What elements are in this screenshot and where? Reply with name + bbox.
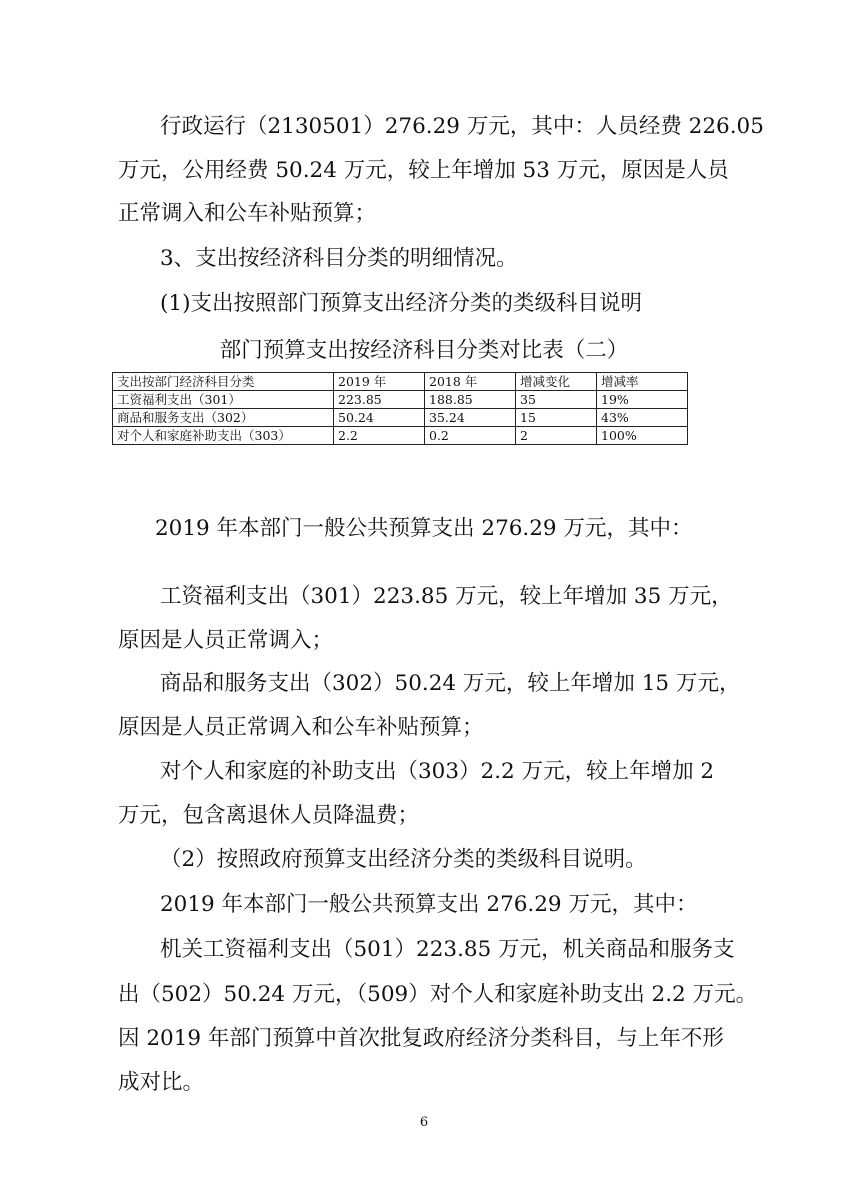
table-header-cell: 增减率 [597,373,688,391]
subsection-heading: (1)支出按照部门预算支出经济分类的类级科目说明 [160,291,642,316]
paragraph-line: 万元，公用经费 50.24 万元，较上年增加 53 万元，原因是人员 [118,158,729,183]
paragraph-line: 商品和服务支出（302）50.24 万元，较上年增加 15 万元， [160,671,741,696]
paragraph-line: 因 2019 年部门预算中首次批复政府经济分类科目，与上年不形 [118,1026,724,1051]
paragraph-line: 出（502）50.24 万元，（509）对个人和家庭补助支出 2.2 万元。 [118,982,758,1007]
table-cell: 100% [597,427,688,445]
table-row [113,409,688,427]
table-header-cell: 2019 年 [334,373,425,391]
paragraph-line: 对个人和家庭的补助支出（303）2.2 万元，较上年增加 2 [160,759,715,784]
paragraph-line: 机关工资福利支出（501）223.85 万元，机关商品和服务支 [160,937,735,962]
paragraph-line: 2019 年本部门一般公共预算支出 276.29 万元，其中： [160,892,698,917]
table-cell: 188.85 [425,391,516,409]
table-cell: 43% [597,409,688,427]
paragraph-line: 成对比。 [118,1070,205,1095]
paragraph-line: 工资福利支出（301）223.85 万元，较上年增加 35 万元， [160,584,733,609]
table-cell: 15 [516,409,597,427]
paragraph-line: 万元，包含离退休人员降温费； [118,803,420,828]
paragraph-line: 原因是人员正常调入和公车补贴预算； [118,715,484,740]
table-cell: 35 [516,391,597,409]
table-header-cell: 支出按部门经济科目分类 [113,373,334,391]
page-number: 6 [419,1115,429,1130]
section-heading: 3、支出按经济科目分类的明细情况。 [160,246,518,271]
table-row [113,391,688,409]
table-cell: 19% [597,391,688,409]
paragraph-line: 行政运行（2130501）276.29 万元，其中：人员经费 226.05 [160,114,764,139]
table-cell: 对个人和家庭补助支出（303） [113,427,334,445]
comparison-table [112,372,688,445]
table-cell: 2.2 [334,427,425,445]
table-cell: 223.85 [334,391,425,409]
table-header-cell: 增减变化 [516,373,597,391]
table-cell: 2 [516,427,597,445]
subsection-heading: （2）按照政府预算支出经济分类的类级科目说明。 [160,847,647,872]
table-row [113,427,688,445]
table-header-row [113,373,688,391]
table-cell: 0.2 [425,427,516,445]
table-cell: 商品和服务支出（302） [113,409,334,427]
paragraph-line: 正常调入和公车补贴预算； [118,201,377,226]
paragraph-line: 原因是人员正常调入； [118,628,334,653]
paragraph-line: 2019 年本部门一般公共预算支出 276.29 万元，其中： [155,516,693,541]
table-cell: 工资福利支出（301） [113,391,334,409]
table-cell: 35.24 [425,409,516,427]
table-caption: 部门预算支出按经济科目分类对比表（二） [219,338,629,363]
table-header-cell: 2018 年 [425,373,516,391]
table-cell: 50.24 [334,409,425,427]
